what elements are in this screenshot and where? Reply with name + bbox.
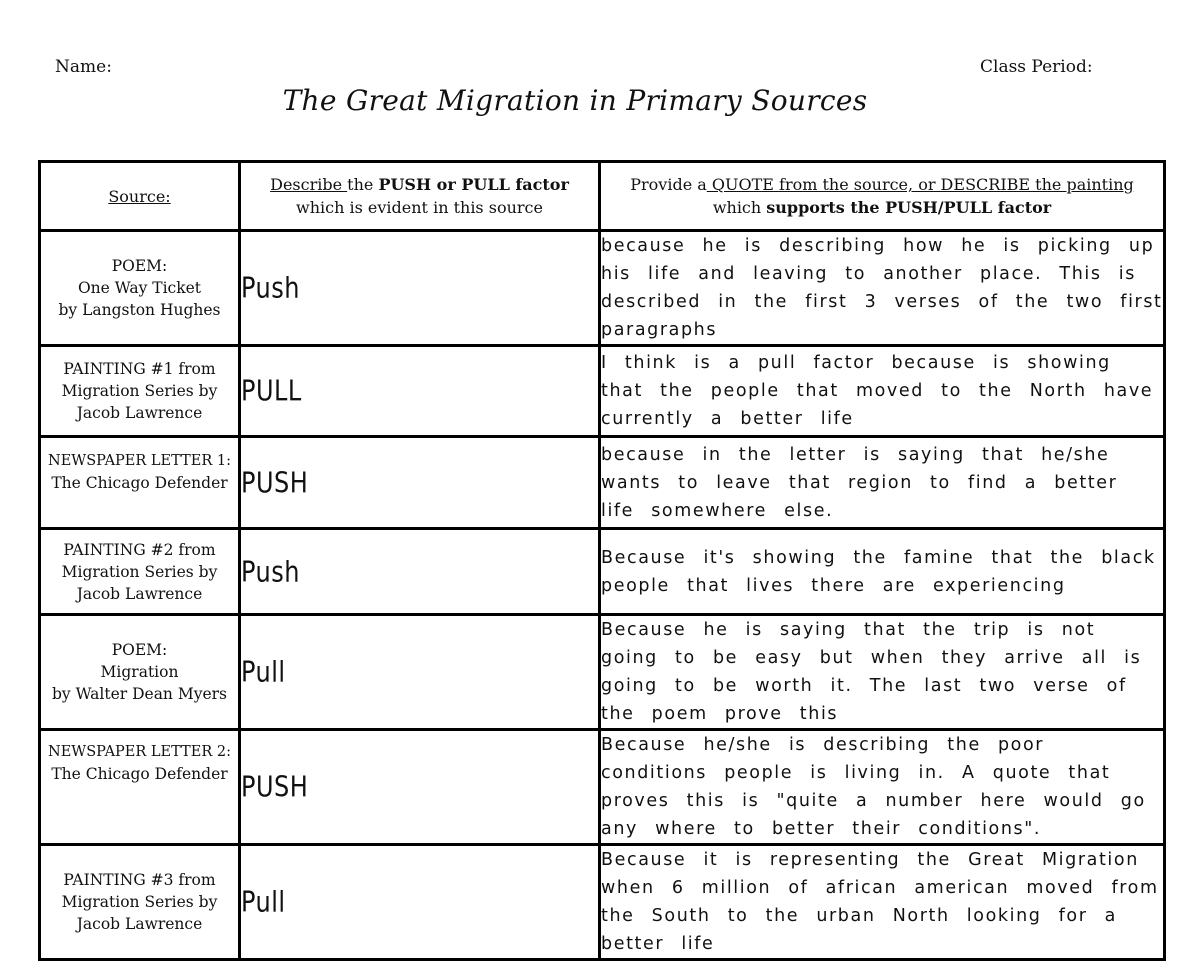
- quote-cell[interactable]: [600, 529, 1165, 615]
- source-cell: [40, 437, 240, 529]
- source-line: POEM:: [111, 257, 168, 275]
- quote-cell[interactable]: [600, 437, 1165, 529]
- quote-answer: because he is describing how he is picking up his life and leaving to another place. This is described in the first 3 verses of the two first paragraphs: [601, 236, 1163, 340]
- source-line: Jacob Lawrence: [76, 584, 203, 603]
- quote-answer: Because it's showing the famine that the black people that lives there are experiencing: [601, 547, 1156, 596]
- factor-cell[interactable]: [240, 346, 600, 437]
- table-row: [40, 730, 1165, 845]
- name-label: Name:: [55, 57, 112, 77]
- source-cell: [40, 845, 240, 960]
- source-cell: [40, 730, 240, 845]
- factor-cell[interactable]: [240, 231, 600, 346]
- factor-answer: PUSH: [241, 770, 309, 804]
- source-line: Migration Series by: [61, 893, 218, 911]
- header-factor: [240, 162, 600, 231]
- source-line: NEWSPAPER LETTER 2:: [48, 744, 231, 760]
- factor-answer: Push: [241, 554, 300, 589]
- source-line: Migration: [100, 663, 179, 681]
- factor-answer: Pull: [241, 655, 286, 689]
- header-source: [40, 162, 240, 231]
- source-line: Jacob Lawrence: [76, 404, 203, 422]
- header-factor-underlined: Describe: [270, 175, 348, 194]
- source-cell: [40, 529, 240, 615]
- source-line: NEWSPAPER LETTER 1:: [48, 453, 231, 469]
- source-line: One Way Ticket: [77, 279, 202, 297]
- page-title: The Great Migration in Primary Sources: [282, 84, 868, 117]
- factor-cell[interactable]: [240, 845, 600, 960]
- table-row: [40, 231, 1165, 346]
- quote-answer: I think is a pull factor because is showing that the people that moved to the North have currently a better life: [601, 353, 1154, 429]
- source-line: Migration Series by: [61, 382, 218, 400]
- source-line: PAINTING #1 from: [63, 360, 216, 378]
- header-quote-line2-plain: which: [712, 198, 767, 217]
- source-line: The Chicago Defender: [51, 765, 228, 783]
- source-cell: [40, 346, 240, 437]
- quote-cell[interactable]: [600, 346, 1165, 437]
- quote-cell[interactable]: [600, 231, 1165, 346]
- factor-answer: Pull: [241, 885, 286, 919]
- quote-answer: because in the letter is saying that he/she wants to leave that region to find a better life somewhere else.: [601, 444, 1118, 521]
- source-line: Migration Series by: [61, 562, 218, 581]
- factor-cell[interactable]: [240, 437, 600, 529]
- quote-cell[interactable]: [600, 845, 1165, 960]
- quote-cell[interactable]: [600, 615, 1165, 730]
- quote-answer: Because it is representing the Great Migration when 6 million of african american moved from the South to the urban North looking for a better life: [601, 850, 1159, 954]
- source-line: PAINTING #3 from: [63, 871, 216, 889]
- source-line: POEM:: [111, 641, 168, 659]
- header-quote-plain: Provide a: [630, 175, 707, 194]
- source-cell: [40, 615, 240, 730]
- header-factor-bold: PUSH or PULL factor: [378, 175, 569, 194]
- header-factor-plain: the: [347, 175, 379, 194]
- table-row: [40, 845, 1165, 960]
- quote-answer: Because he/she is describing the poor conditions people is living in. A quote that proves this is "quite a number here would go any where to better their conditions".: [601, 735, 1146, 839]
- table-row: [40, 615, 1165, 730]
- class-period-label: Class Period:: [980, 57, 1093, 77]
- table-row: [40, 346, 1165, 437]
- source-line: The Chicago Defender: [51, 474, 228, 492]
- factor-answer: PUSH: [241, 465, 309, 500]
- factor-cell[interactable]: [240, 529, 600, 615]
- header-factor-line2: which is evident in this source: [296, 198, 543, 217]
- table-row: [40, 529, 1165, 615]
- quote-cell[interactable]: [600, 730, 1165, 845]
- source-line: by Walter Dean Myers: [51, 685, 228, 703]
- factor-answer: PULL: [241, 374, 302, 408]
- source-line: Jacob Lawrence: [76, 915, 203, 933]
- header-quote: [600, 162, 1165, 231]
- header-source-label: Source:: [108, 186, 171, 206]
- factor-cell[interactable]: [240, 615, 600, 730]
- table-row: [40, 437, 1165, 529]
- source-cell: [40, 231, 240, 346]
- header-quote-underlined: QUOTE from the source, or DESCRIBE the painting: [706, 175, 1134, 194]
- header-quote-line2-bold: supports the PUSH/PULL factor: [766, 198, 1052, 217]
- worksheet-table: [38, 160, 1166, 961]
- factor-answer: Push: [241, 271, 300, 305]
- source-line: by Langston Hughes: [58, 301, 221, 319]
- factor-cell[interactable]: [240, 730, 600, 845]
- source-line: PAINTING #2 from: [63, 540, 216, 559]
- quote-answer: Because he is saying that the trip is not going to be easy but when they arrive all is going to be worth it. The last two verse of the poem prove this: [601, 620, 1142, 724]
